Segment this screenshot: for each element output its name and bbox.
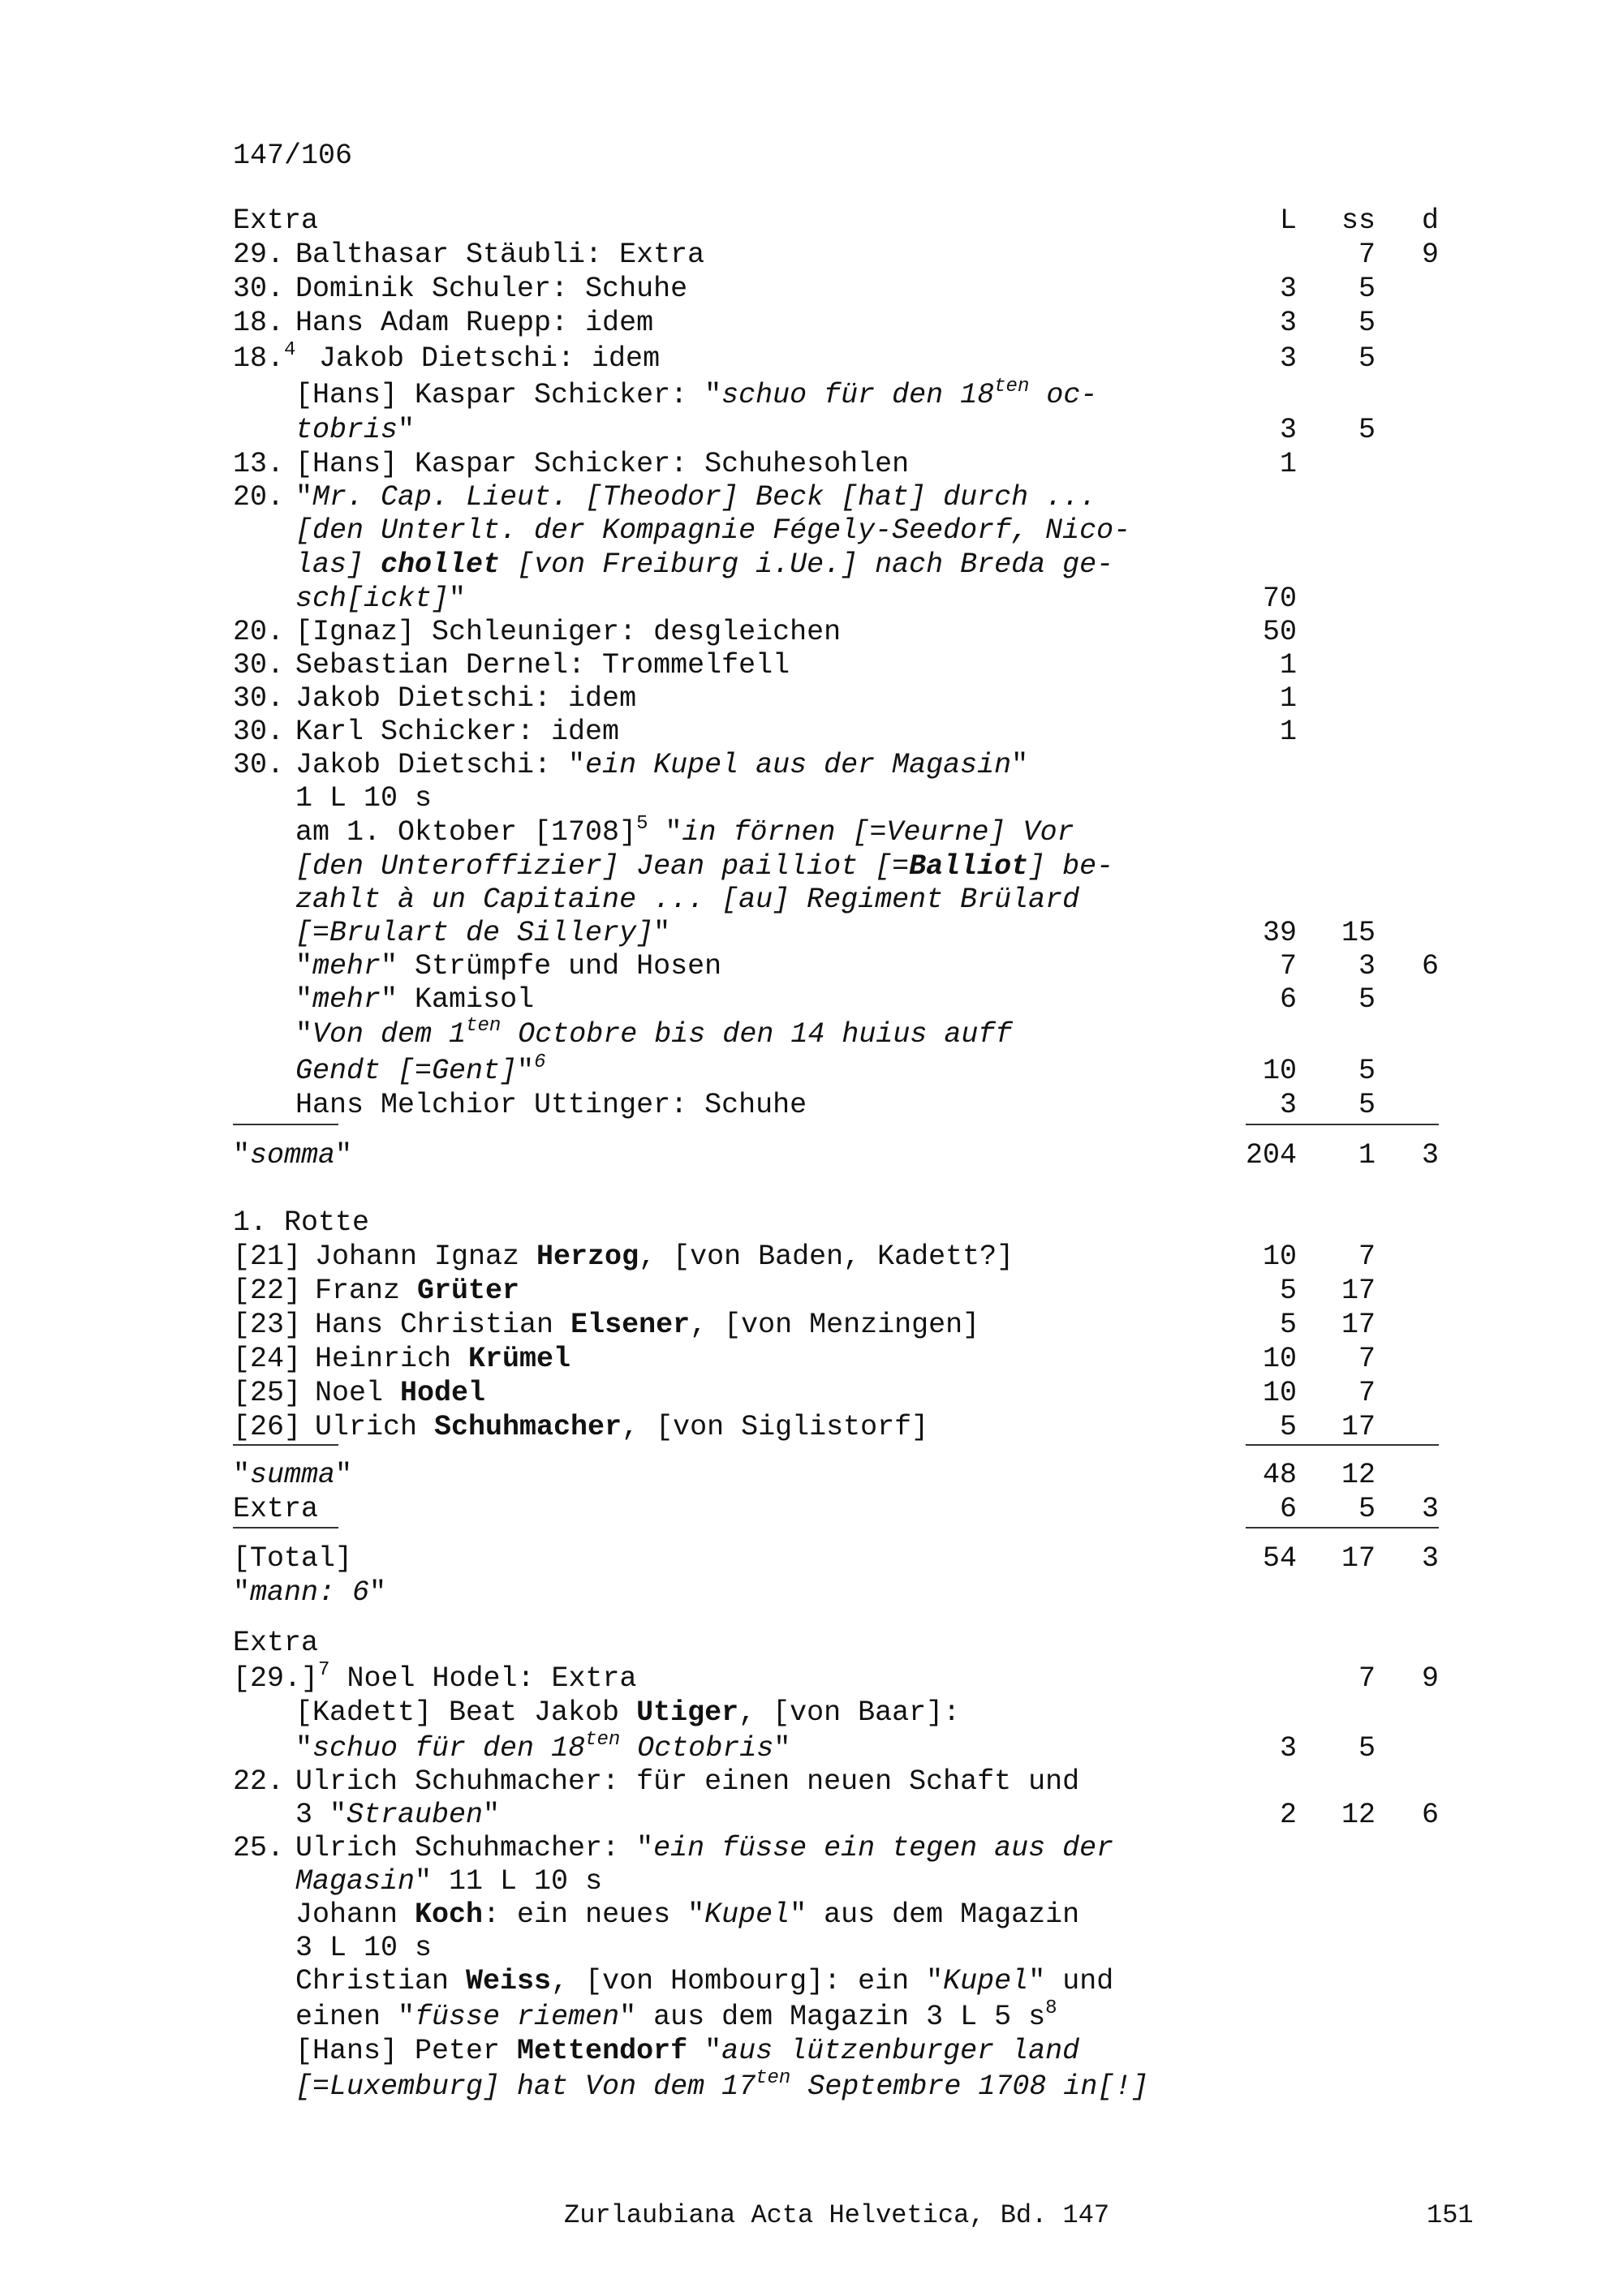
entry-text: 1 L 10 s: [295, 782, 433, 815]
sum-ss: 1: [1358, 1139, 1375, 1172]
entry-line: [0, 849, 1623, 884]
sum-l: 48: [1262, 1459, 1297, 1491]
entry-text: [den Unterlt. der Kompagnie Fégely-Seedorf, Nico-: [295, 514, 1131, 547]
amount-l: 3: [1279, 1089, 1297, 1121]
entry-text: Hans Melchior Uttinger: Schuhe: [295, 1089, 807, 1121]
amount-ss: 5: [1358, 1732, 1375, 1765]
section-title: 1. Rotte: [233, 1206, 370, 1239]
entry-number: 30.: [233, 716, 285, 748]
entry-number: 29.: [233, 239, 285, 271]
amount-l: 1: [1279, 649, 1297, 681]
entry-line: [0, 815, 1623, 850]
amount-l: 7: [1279, 950, 1297, 982]
section-heading-row: [0, 1205, 1623, 1240]
extra-ss: 5: [1358, 1493, 1375, 1525]
amount-l: 3: [1279, 273, 1297, 305]
amount-ss: 5: [1358, 273, 1375, 305]
entry-row: [0, 681, 1623, 716]
roster-row: [0, 1341, 1623, 1377]
total-label: [Total]: [233, 1542, 353, 1575]
entry-line: [0, 1897, 1623, 1933]
entry-row: [0, 948, 1623, 984]
entry-line: [0, 1999, 1623, 2035]
entry-text: Johann Koch: ein neues "Kupel" aus dem Magazin: [295, 1898, 1080, 1931]
roster-number: [24]: [233, 1343, 302, 1375]
amount-l: 2: [1279, 1799, 1297, 1831]
entry-text: Jakob Dietschi: idem: [319, 342, 661, 375]
roster-row: [0, 1239, 1623, 1275]
entry-line: [0, 377, 1623, 413]
section-title: Extra: [233, 204, 319, 237]
entry-text: sch[ickt]": [295, 583, 467, 615]
entry-text: am 1. Oktober $[1708]^5$ "in förnen [=Veurne] Vor: [295, 813, 1074, 849]
roster-name: Johann Ignaz Herzog, [von Baden, Kadett?]: [315, 1240, 1014, 1273]
roster-number: [26]: [233, 1411, 302, 1443]
total-l: 54: [1262, 1542, 1297, 1575]
divider: [233, 1444, 338, 1446]
amount-d: 9: [1421, 239, 1439, 271]
entry-line: [0, 1017, 1623, 1052]
amount-l: 10: [1262, 1377, 1297, 1409]
entry-line: [0, 479, 1623, 515]
entry-line: [0, 547, 1623, 583]
amount-l: 10: [1262, 1240, 1297, 1273]
sum-l: 204: [1245, 1139, 1297, 1172]
entry-text: [Hans] Peter Mettendorf "aus lützenburger land: [295, 2035, 1080, 2067]
roster-name: Franz Grüter: [315, 1275, 520, 1307]
roster-name: Hans Christian Elsener, [von Menzingen]: [315, 1309, 980, 1341]
roster-name: Heinrich Krümel: [315, 1343, 571, 1375]
entry-row: [0, 1731, 1623, 1766]
amount-d: 9: [1421, 1662, 1439, 1695]
entry-line: [0, 1695, 1623, 1731]
sum-label: "somma": [233, 1139, 353, 1172]
entry-row: [0, 647, 1623, 683]
entry-number: 30.: [233, 682, 285, 715]
extra-l: 6: [1279, 1493, 1297, 1525]
roster-number: [22]: [233, 1275, 302, 1307]
roster-number: [25]: [233, 1377, 302, 1409]
entry-text: las] chollet [von Freiburg i.Ue.] nach Breda ge-: [295, 548, 1114, 581]
sum-label: "summa": [233, 1459, 353, 1491]
entry-row: [0, 581, 1623, 617]
amount-l: 10: [1262, 1343, 1297, 1375]
entry-row: [0, 1087, 1623, 1123]
amount-d: 6: [1421, 1799, 1439, 1831]
total-row: [0, 1541, 1623, 1576]
entry-line: [0, 1963, 1623, 1999]
entry-line: [0, 780, 1623, 816]
entry-text: Sebastian Dernel: Trommelfell: [295, 649, 790, 681]
divider: [233, 1124, 338, 1125]
amount-l: 3: [1279, 1732, 1297, 1765]
entry-row: [0, 237, 1623, 273]
entry-row: [0, 1053, 1623, 1089]
amount-d: 6: [1421, 950, 1439, 982]
entry-row: [0, 412, 1623, 448]
amount-ss: 3: [1358, 950, 1375, 982]
entry-number: 22.: [233, 1765, 285, 1798]
entry-line: [0, 1930, 1623, 1966]
mann-row: [0, 1575, 1623, 1610]
total-ss: 17: [1341, 1542, 1375, 1575]
amount-ss: 7: [1358, 1240, 1375, 1273]
amount-ss: 7: [1358, 239, 1375, 271]
entry-text: "Mr. Cap. Lieut. [Theodor] Beck [hat] durch ...: [295, 481, 1097, 514]
amount-ss: 7: [1358, 1377, 1375, 1409]
entry-line: [0, 2033, 1623, 2069]
page-number: 151: [1427, 2200, 1474, 2230]
roster-row: [0, 1409, 1623, 1445]
amount-l: 6: [1279, 983, 1297, 1016]
entry-line: [0, 1764, 1623, 1799]
sum-d: 3: [1421, 1139, 1439, 1172]
entry-text: Magasin" 11 L 10 s: [295, 1865, 603, 1898]
sum-ss: 12: [1341, 1459, 1375, 1491]
entry-text: "schuo für den $18^{ten}$ Octobris": [295, 1729, 791, 1765]
entry-text: "Von dem $1^{ten}$ Octobre bis den 14 huius auff: [295, 1015, 1013, 1051]
footer-title: Zurlaubiana Acta Helvetica, Bd. 147: [564, 2200, 1110, 2230]
amount-ss: 17: [1341, 1411, 1375, 1443]
divider: [1246, 1527, 1439, 1529]
entry-text: einen "füsse riemen" aus dem Magazin 3 L 5 $s^8$: [295, 1997, 1057, 2033]
divider: [233, 1527, 338, 1529]
column-header-l: L: [1279, 204, 1297, 237]
roster-number: [23]: [233, 1309, 302, 1341]
entry-text: Karl Schicker: idem: [295, 716, 620, 748]
entry-text: Christian Weiss, [von Hombourg]: ein "Kupel" und: [295, 1965, 1114, 1997]
entry-text: Ulrich Schuhmacher: "ein füsse ein tegen aus der: [295, 1832, 1114, 1864]
extra-label: Extra: [233, 1493, 319, 1525]
amount-l: 5: [1279, 1309, 1297, 1341]
entry-number: 30.: [233, 273, 285, 305]
entry-number: 30.: [233, 649, 285, 681]
entry-text: Balthasar Stäubli: Extra: [295, 239, 705, 271]
entry-line: [0, 882, 1623, 918]
entry-row: [0, 446, 1623, 482]
entry-text: tobris": [295, 414, 415, 446]
amount-l: 10: [1262, 1055, 1297, 1087]
entry-text: [=Luxemburg] hat Von dem $17^{ten}$ Septembre 1708 in[!]: [295, 2067, 1149, 2103]
entry-text: [Kadett] Beat Jakob Utiger, [von Baar]:: [295, 1696, 961, 1729]
entry-number: 18.$^4$: [233, 339, 296, 375]
entry-text: [den Unteroffizier] Jean pailliot [=Balliot] be-: [295, 850, 1114, 883]
roster-name: Noel Hodel: [315, 1377, 486, 1409]
amount-l: 1: [1279, 682, 1297, 715]
amount-l: 5: [1279, 1411, 1297, 1443]
entry-text: Hans Adam Ruepp: idem: [295, 307, 654, 339]
amount-ss: 7: [1358, 1662, 1375, 1695]
sum-row: [0, 1457, 1623, 1493]
entry-text: "mehr" Kamisol: [295, 983, 535, 1016]
section-heading-row: [0, 203, 1623, 239]
entry-text: $[29.]^7$ Noel Hodel: Extra: [233, 1659, 637, 1695]
amount-l: 3: [1279, 414, 1297, 446]
footnote-mark: 4: [284, 339, 296, 361]
entry-row: [0, 1797, 1623, 1833]
roster-row: [0, 1307, 1623, 1343]
entry-row: [0, 915, 1623, 951]
amount-ss: 17: [1341, 1275, 1375, 1307]
page-header: 147/106: [233, 140, 353, 172]
entry-row: [0, 714, 1623, 750]
entry-line: [0, 513, 1623, 548]
entry-number: 20.: [233, 481, 285, 514]
entry-text: [Ignaz] Schleuniger: desgleichen: [295, 616, 842, 648]
amount-l: 1: [1279, 448, 1297, 480]
entry-line: [0, 1830, 1623, 1866]
amount-ss: 5: [1358, 983, 1375, 1016]
entry-text: Dominik Schuler: Schuhe: [295, 273, 688, 305]
amount-l: 3: [1279, 342, 1297, 375]
entry-row: [0, 305, 1623, 341]
amount-ss: 17: [1341, 1309, 1375, 1341]
amount-ss: 5: [1358, 1055, 1375, 1087]
entry-number: 30.: [233, 749, 285, 781]
entry-text: 3 "Strauben": [295, 1799, 501, 1831]
entry-row: [0, 982, 1623, 1017]
entry-text: [Hans] Kaspar Schicker: Schuhesohlen: [295, 448, 910, 480]
amount-l: 3: [1279, 307, 1297, 339]
amount-l: 39: [1262, 917, 1297, 949]
divider: [1246, 1444, 1439, 1446]
entry-text: Ulrich Schuhmacher: für einen neuen Schaft und: [295, 1765, 1080, 1798]
amount-ss: 5: [1358, 414, 1375, 446]
entry-number: 18.: [233, 307, 285, 339]
column-header-ss: ss: [1341, 204, 1375, 237]
amount-ss: 15: [1341, 917, 1375, 949]
amount-l: 70: [1262, 583, 1297, 615]
entry-row: [0, 1661, 1623, 1696]
entry-row: [0, 614, 1623, 650]
roster-row: [0, 1273, 1623, 1309]
divider: [1246, 1124, 1439, 1125]
roster-name: Ulrich Schuhmacher, [von Siglistorf]: [315, 1411, 929, 1443]
roster-row: [0, 1375, 1623, 1411]
entry-text: [Hans] Kaspar Schicker: "schuo für den $18^{ten}$ oc-: [295, 376, 1098, 411]
extra-d: 3: [1421, 1493, 1439, 1525]
section-title: Extra: [233, 1627, 319, 1659]
entry-number: 25.: [233, 1832, 285, 1864]
section-heading-row: [0, 1625, 1623, 1661]
amount-l: 1: [1279, 716, 1297, 748]
entry-text: Jakob Dietschi: "ein Kupel aus der Magasin": [295, 749, 1029, 781]
amount-l: 5: [1279, 1275, 1297, 1307]
amount-ss: 7: [1358, 1343, 1375, 1375]
extra-row: [0, 1491, 1623, 1527]
amount-l: 50: [1262, 616, 1297, 648]
amount-ss: 12: [1341, 1799, 1375, 1831]
total-d: 3: [1421, 1542, 1439, 1575]
entry-text: "mehr" Strümpfe und Hosen: [295, 950, 722, 982]
entry-text: Gendt [=Gent]"$^6$: [295, 1051, 546, 1087]
entry-text: [=Brulart de Sillery]": [295, 917, 671, 949]
roster-number: [21]: [233, 1240, 302, 1273]
mann-count: "mann: 6": [233, 1576, 387, 1609]
sum-row: [0, 1137, 1623, 1173]
entry-text: Jakob Dietschi: idem: [295, 682, 637, 715]
entry-row: [0, 341, 1623, 376]
entry-row: [0, 271, 1623, 307]
amount-ss: 5: [1358, 342, 1375, 375]
entry-line: [0, 747, 1623, 783]
entry-line: [0, 1864, 1623, 1899]
entry-line: [0, 2069, 1623, 2105]
amount-ss: 5: [1358, 1089, 1375, 1121]
entry-text: 3 L 10 s: [295, 1932, 433, 1964]
entry-number: 13.: [233, 448, 285, 480]
amount-ss: 5: [1358, 307, 1375, 339]
entry-number: 20.: [233, 616, 285, 648]
column-header-d: d: [1421, 204, 1439, 237]
entry-text: zahlt à un Capitaine ... [au] Regiment Brülard: [295, 884, 1080, 916]
